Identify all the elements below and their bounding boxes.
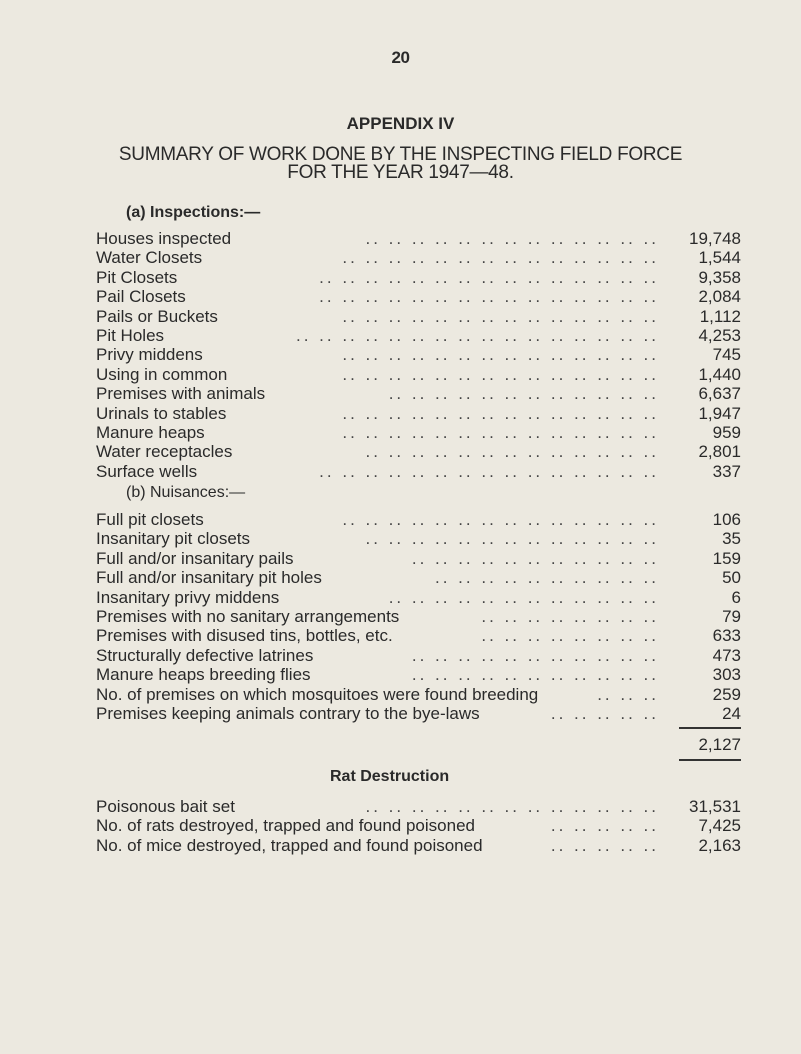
inspections-table <box>96 229 741 481</box>
leader-dots: .. .. .. .. .. .. .. .. .. .. .. .. .. .. .. <box>319 287 659 307</box>
table-row <box>96 626 741 645</box>
leader-dots: .. .. .. .. .. .. .. .. .. .. .. <box>411 548 659 568</box>
table-row <box>96 365 741 384</box>
total-rule-bottom <box>679 759 741 761</box>
row-label: Full pit closets <box>96 510 204 529</box>
row-label: Premises with disused tins, bottles, etc. <box>96 626 393 646</box>
table-row <box>96 384 741 403</box>
row-value: 6,637 <box>698 384 741 404</box>
leader-dots: .. .. .. .. .. .. .. .. .. .. .. <box>411 665 659 685</box>
leader-dots: .. .. .. .. .. .. .. .. .. .. .. .. .. .. <box>342 422 659 442</box>
leader-dots: .. .. .. .. .. .. .. .. .. .. .. .. .. .. .. <box>319 267 659 287</box>
table-row <box>96 646 741 665</box>
table-row <box>96 345 741 364</box>
leader-dots: .. .. .. .. .. .. .. .. .. .. .. .. .. .. <box>342 248 659 268</box>
leader-dots: .. .. .. .. .. .. .. .. .. .. <box>435 568 659 588</box>
row-value: 6 <box>731 587 741 607</box>
row-value: 2,084 <box>698 287 741 307</box>
leader-dots: .. .. .. .. .. .. .. .. .. .. .. .. .. .. <box>342 345 659 365</box>
row-label: Pails or Buckets <box>96 306 218 326</box>
rat-destruction-heading: Rat Destruction <box>330 768 450 785</box>
row-value: 959 <box>712 422 741 442</box>
table-row <box>96 529 741 548</box>
row-label: Manure heaps <box>96 422 205 442</box>
table-row <box>96 248 741 267</box>
table-row <box>96 510 741 529</box>
table-row <box>96 423 741 442</box>
row-label: Structurally defective latrines <box>96 645 314 665</box>
leader-dots: .. .. .. .. .. .. .. .. .. .. .. .. <box>388 384 659 404</box>
table-row <box>96 588 741 607</box>
row-label: Houses inspected <box>96 229 232 248</box>
nuisances-table <box>96 510 741 723</box>
leader-dots: .. .. .. .. .. <box>550 816 659 836</box>
leader-dots: .. .. .. .. .. .. .. .. <box>481 626 659 646</box>
leader-dots: .. .. .. .. .. .. .. .. .. .. .. .. .. <box>365 442 659 462</box>
row-value: 2,163 <box>698 835 741 855</box>
leader-dots: .. .. .. .. .. .. .. .. .. .. .. .. .. .. <box>342 403 659 423</box>
table-row <box>96 549 741 568</box>
row-label: Privy middens <box>96 345 203 365</box>
table-row <box>96 704 741 723</box>
row-value: 337 <box>712 461 741 481</box>
row-value: 473 <box>712 645 741 665</box>
row-label: Urinals to stables <box>96 403 227 423</box>
appendix-heading: APPENDIX IV <box>346 114 455 133</box>
row-value: 1,544 <box>698 248 741 268</box>
row-label: No. of premises on which mosquitoes were found breeding <box>96 684 539 704</box>
row-value: 35 <box>722 529 741 549</box>
nuisances-total: 2,127 <box>698 735 741 754</box>
row-label: Insanitary pit closets <box>96 529 251 549</box>
leader-dots: .. .. .. .. .. .. .. .. .. .. .. <box>411 645 659 665</box>
leader-dots: .. .. .. .. .. .. .. .. .. .. .. .. .. .. .. .. <box>296 325 659 345</box>
leader-dots: .. .. .. .. .. .. .. .. .. .. .. .. .. .. <box>342 364 659 384</box>
table-row <box>96 229 741 248</box>
total-rule-top <box>679 727 741 729</box>
row-label: Pail Closets <box>96 287 186 307</box>
table-row <box>96 797 741 816</box>
leader-dots: .. .. .. <box>597 684 659 704</box>
table-row <box>96 326 741 345</box>
table-row <box>96 607 741 626</box>
row-value: 1,440 <box>698 364 741 384</box>
row-label: Premises keeping animals contrary to the bye-laws <box>96 703 480 723</box>
row-value: 745 <box>712 345 741 365</box>
table-row <box>96 442 741 461</box>
leader-dots: .. .. .. .. .. .. .. .. .. .. .. .. <box>388 587 659 607</box>
leader-dots: .. .. .. .. .. .. .. .. .. .. .. .. .. <box>365 529 659 549</box>
row-value: 633 <box>712 626 741 646</box>
table-row <box>96 816 741 835</box>
nuisances-heading: (b) Nuisances:— <box>126 484 246 501</box>
row-label: No. of rats destroyed, trapped and found poisoned <box>96 816 475 836</box>
table-row <box>96 568 741 587</box>
row-label: Poisonous bait set <box>96 797 235 816</box>
row-label: Premises with animals <box>96 384 266 404</box>
inspections-heading: (a) Inspections:— <box>126 204 261 221</box>
row-value: 31,531 <box>689 797 741 816</box>
leader-dots: .. .. .. .. .. .. .. .. .. .. .. .. .. <box>365 229 659 248</box>
row-label: Full and/or insanitary pails <box>96 548 294 568</box>
row-label: Full and/or insanitary pit holes <box>96 568 322 588</box>
row-value: 259 <box>712 684 741 704</box>
table-row <box>96 307 741 326</box>
leader-dots: .. .. .. .. .. .. .. .. .. .. .. .. .. <box>365 797 659 816</box>
row-label: Pit Holes <box>96 325 165 345</box>
table-row <box>96 462 741 481</box>
row-value: 4,253 <box>698 325 741 345</box>
row-label: Water receptacles <box>96 442 233 462</box>
leader-dots: .. .. .. .. .. <box>550 835 659 855</box>
leader-dots: .. .. .. .. .. .. .. .. <box>481 606 659 626</box>
row-value: 106 <box>712 510 741 529</box>
rat-destruction-table <box>96 797 741 855</box>
row-value: 1,947 <box>698 403 741 423</box>
table-row <box>96 685 741 704</box>
row-label: Pit Closets <box>96 267 178 287</box>
row-value: 159 <box>712 548 741 568</box>
row-value: 1,112 <box>699 306 741 326</box>
table-row <box>96 836 741 855</box>
document-subtitle: FOR THE YEAR 1947—48. <box>287 162 514 183</box>
page-number: 20 <box>391 48 410 67</box>
table-row <box>96 287 741 306</box>
table-row <box>96 268 741 287</box>
row-value: 7,425 <box>698 816 741 836</box>
row-label: Manure heaps breeding flies <box>96 665 311 685</box>
leader-dots: .. .. .. .. .. <box>550 703 659 723</box>
leader-dots: .. .. .. .. .. .. .. .. .. .. .. .. .. .. <box>342 306 659 326</box>
row-label: Insanitary privy middens <box>96 587 280 607</box>
row-label: Premises with no sanitary arrangements <box>96 606 400 626</box>
table-row <box>96 665 741 684</box>
row-value: 19,748 <box>689 229 741 248</box>
row-value: 2,801 <box>698 442 741 462</box>
row-label: No. of mice destroyed, trapped and found poisoned <box>96 835 483 855</box>
table-row <box>96 404 741 423</box>
row-label: Water Closets <box>96 248 203 268</box>
row-value: 79 <box>722 606 741 626</box>
leader-dots: .. .. .. .. .. .. .. .. .. .. .. .. .. .. .. <box>319 461 659 481</box>
row-value: 50 <box>722 568 741 588</box>
document-title: SUMMARY OF WORK DONE BY THE INSPECTING FIELD FORCE <box>118 144 683 165</box>
row-label: Using in common <box>96 364 228 384</box>
row-value: 24 <box>722 703 741 723</box>
row-value: 9,358 <box>698 267 741 287</box>
leader-dots: .. .. .. .. .. .. .. .. .. .. .. .. .. .. <box>342 510 659 529</box>
row-label: Surface wells <box>96 461 198 481</box>
row-value: 303 <box>712 665 741 685</box>
